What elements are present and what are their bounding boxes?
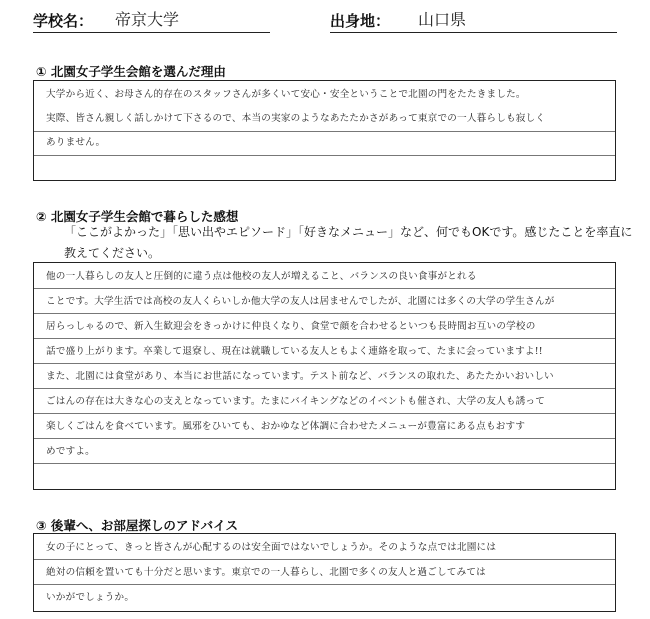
answer-line: 女の子にとって、きっと皆さんが心配するのは安全面ではないでしょうか。そのような点では北園には	[46, 542, 497, 553]
section2-title: ② 北園女子学生会館で暮らした感想	[36, 209, 239, 224]
ruled-line	[34, 363, 615, 364]
school-name-label: 学校名：	[33, 12, 94, 30]
section1-answer-box	[33, 80, 616, 181]
ruled-line	[34, 584, 615, 585]
answer-line: ありません。	[46, 137, 106, 148]
section3-answer-box	[33, 533, 616, 612]
answer-line: また、北園には食堂があり、本当にお世話になっています。テスト前など、バランスの取れた、あたたかいおいしい	[46, 371, 554, 382]
ruled-line	[34, 155, 615, 156]
answer-line: 話で盛り上がります。卒業して退寮し、現在は就職している友人ともよく連絡を取って、たまに会っていますよ!!	[46, 346, 543, 357]
answer-line: ごはんの存在は大きな心の支えとなっています。たまにバイキングなどのイベントも催され、大学の友人も誘って	[46, 396, 545, 407]
ruled-line	[34, 559, 615, 560]
answer-line: 実際、皆さん親しく話しかけて下さるので、本当の実家のようなあたたかさがあって東京での一人暮らしも寂しく	[46, 113, 546, 124]
section1-title: ① 北園女子学生会館を選んだ理由	[36, 64, 226, 79]
answer-line: 楽しくごはんを食べています。風邪をひいても、おかゆなど体調に合わせたメニューが豊富にある点もおすす	[46, 421, 526, 432]
answer-line: 絶対の信頼を置いても十分だと思います。東京での一人暮らし、北園で多くの友人と過ごしてみては	[46, 567, 486, 578]
section2-prompt	[64, 222, 634, 264]
answer-line: めですよ。	[46, 446, 95, 457]
answer-line: 居らっしゃるので、新入生歓迎会をきっかけに仲良くなり、食堂で顔を合わせるといつも長時間お互いの学校の	[46, 321, 536, 332]
section2-prompt-line: 「ここがよかった」「思い出やエピソード」「好きなメニュー」など、何でもOKです。感じたことを率直に	[64, 225, 633, 239]
ruled-line	[34, 313, 615, 314]
answer-line: 他の一人暮らしの友人と圧倒的に違う点は他校の友人が増えること、バランスの良い食事がとれる	[46, 271, 477, 282]
ruled-line	[34, 131, 615, 132]
ruled-line	[34, 413, 615, 414]
ruled-line	[34, 288, 615, 289]
school-name-value: 帝京大学	[115, 10, 180, 29]
hometown-label: 出身地：	[330, 12, 391, 30]
answer-line: 大学から近く、お母さん的存在のスタッフさんが多くいて安心・安全ということで北園の門をたたきました。	[46, 89, 526, 100]
section2-prompt-line: 教えてください。	[64, 246, 161, 260]
school-name-field	[33, 6, 270, 33]
answer-line: ことです。大学生活では高校の友人くらいしか他大学の友人は居ませんでしたが、北園には多くの大学の学生さんが	[46, 296, 555, 307]
ruled-line	[34, 463, 615, 464]
hometown-field	[330, 6, 617, 33]
ruled-line	[34, 338, 615, 339]
ruled-line	[34, 438, 615, 439]
ruled-line	[34, 388, 615, 389]
section3-title: ③ 後輩へ、お部屋探しのアドバイス	[36, 518, 239, 533]
section2-answer-box	[33, 262, 616, 490]
hometown-value: 山口県	[418, 10, 467, 29]
answer-line: いかがでしょうか。	[46, 592, 135, 603]
